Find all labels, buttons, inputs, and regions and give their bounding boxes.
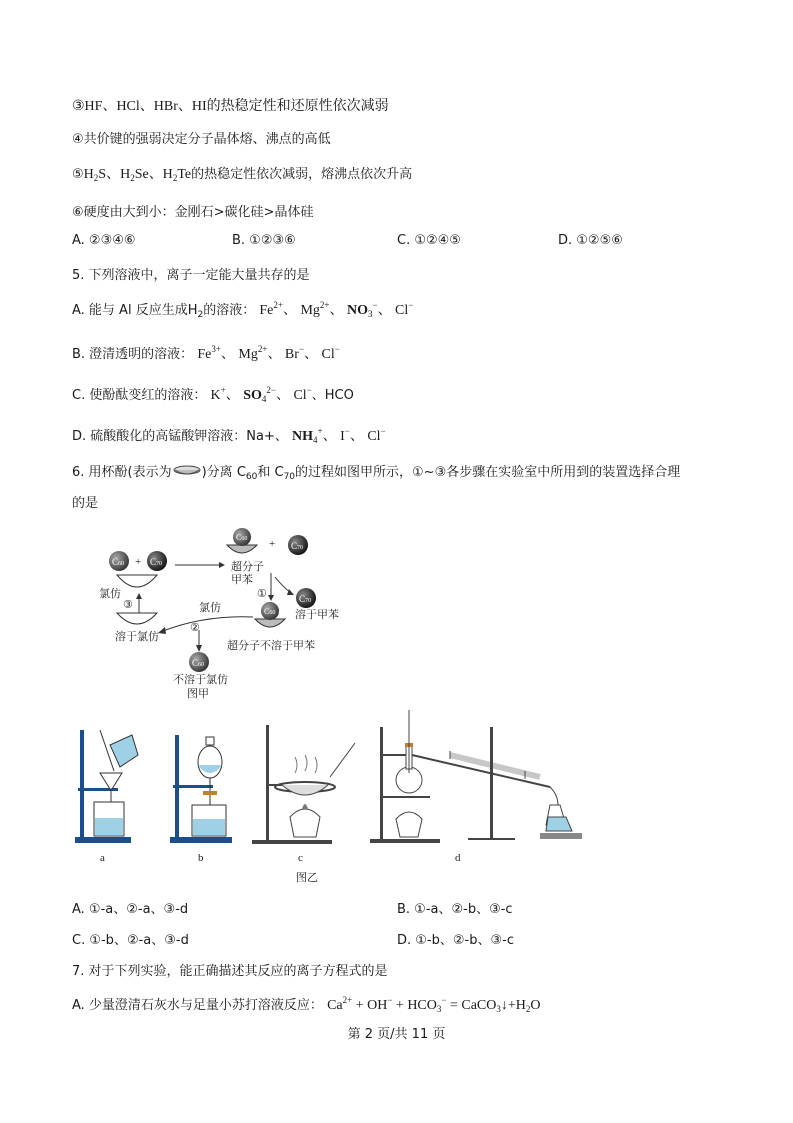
svg-text:C70: C70 [299,594,312,604]
q4-option-c[interactable]: C. ①②④⑤ [397,233,461,248]
apparatus-c-evaporation [252,725,355,844]
q5-option-b[interactable]: B. 澄清透明的溶液： $Fe^{3+}$、 $Mg^{2+}$、 Br−、 Cl− [72,344,340,362]
bowl-icon [255,619,285,627]
bowl-icon [227,545,257,553]
step-1: ① [257,588,267,600]
q4-option-a[interactable]: A. ②③④⑥ [72,233,136,248]
apparatus-b-separatory-funnel [170,735,232,843]
q7-option-a[interactable]: A. 少量澄清石灰水与足量小苏打溶液反应： $Ca^{2+} + OH^- + HCO_3^-$ = $CaCO_3↓+H_2O$ [72,995,541,1014]
c70-label: C70 [150,557,163,567]
bowl-icon [117,575,157,587]
toluene-label: 甲苯 [231,574,253,586]
q6-option-a[interactable]: A. ①-a、②-a、③-d [72,902,189,917]
label-b: b [198,852,204,864]
q5-option-d[interactable]: D. 硫酸酸化的高锰酸钾溶液：Na+、 $NH_4^+$、 I−、 Cl− [72,426,386,445]
q6-stem-line2: 的是 [72,496,99,511]
q6-option-c[interactable]: C. ①-b、②-a、③-d [72,933,189,948]
supramolecule-label: 超分子 [231,561,264,573]
page-footer: 第 2 页/共 11 页 [347,1027,446,1042]
statement-6: ⑥硬度由大到小：金刚石>碳化硅>晶体硅 [72,205,314,220]
svg-text:C60: C60 [192,658,205,668]
chloroform-label-2: 氯仿 [199,602,221,614]
apparatus-a-filtration [75,730,138,843]
label-a: a [100,852,105,864]
svg-text:C60: C60 [264,607,276,616]
insoluble-toluene-label: 超分子不溶于甲苯 [227,640,315,652]
figure-yi-caption: 图乙 [296,872,318,884]
statement-4: ④共价键的强弱决定分子晶体熔、沸点的高低 [72,132,331,147]
statement-3: ③HF、HCl、HBr、HI的热稳定性和还原性依次减弱 [72,99,389,114]
apparatus-d-distillation [370,710,582,843]
bowl-icon [117,613,157,624]
calixarene-icon [172,465,202,477]
plus-sign: + [135,556,142,568]
q4-option-b[interactable]: B. ①②③⑥ [232,233,296,248]
soluble-chloroform-label: 溶于氯仿 [115,631,159,643]
q6-option-b[interactable]: B. ①-a、②-b、③-c [397,902,513,917]
figure-jia [95,525,355,700]
svg-text:+: + [269,538,276,550]
q6-stem: 6. 用杯酚(表示为 )分离 $C_{60}$和 $C_{70}$的过程如图甲所示，①~③各步骤在实验室中所用到的装置选择合理 [72,465,681,482]
q5-option-c[interactable]: C. 使酚酞变红的溶液： K+、 $SO_4^{2-}$、 Cl−、HCO [72,385,354,404]
q5-stem: 5. 下列溶液中，离子一定能大量共存的是 [72,268,310,283]
q7-stem: 7. 对于下列实验，能正确描述其反应的离子方程式的是 [72,964,388,979]
step-3: ③ [123,599,133,611]
label-c: c [298,852,303,864]
svg-text:C60: C60 [236,533,248,542]
chloroform-label: 氯仿 [99,588,121,600]
figure-jia-caption: 图甲 [187,688,209,700]
step-2: ② [190,622,200,634]
figure-yi [70,705,590,885]
statement-5: $⑤H_2S$、$H_2Se$、$H_2Te$的热稳定性依次减弱，熔沸点依次升高 [72,167,413,183]
insoluble-chloroform-label: 不溶于氯仿 [173,674,228,686]
q5-option-a[interactable]: A. 能与 Al 反应生成$H_2$的溶液： $Fe^{2+}$、 $Mg^{2+}$、 $NO_3^-$、 Cl− [72,300,414,320]
svg-text:C70: C70 [291,541,304,551]
soluble-toluene-label: 溶于甲苯 [295,609,339,621]
label-d: d [455,852,461,864]
q6-option-d[interactable]: D. ①-b、②-b、③-c [397,933,514,948]
c60-label: C60 [112,557,125,567]
q4-option-d[interactable]: D. ①②⑤⑥ [558,233,623,248]
